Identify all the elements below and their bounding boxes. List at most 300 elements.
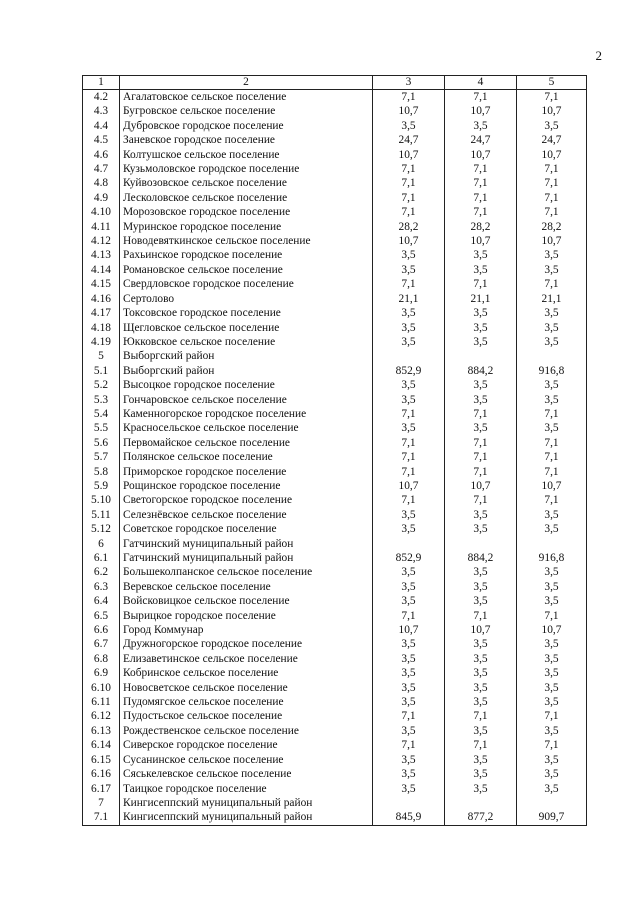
value-col-3: 21,1 (373, 292, 445, 306)
table-row (83, 292, 587, 306)
row-number: 6.8 (83, 652, 120, 666)
value-col-4: 3,5 (445, 421, 517, 435)
value-col-3: 3,5 (373, 508, 445, 522)
value-col-4: 10,7 (445, 148, 517, 162)
row-number: 7 (83, 796, 120, 810)
value-col-3: 7,1 (373, 465, 445, 479)
value-col-3: 3,5 (373, 421, 445, 435)
value-col-4: 7,1 (445, 407, 517, 421)
row-number: 4.12 (83, 234, 120, 248)
row-number: 7.1 (83, 810, 120, 825)
table-row (83, 162, 587, 176)
table-row (83, 551, 587, 565)
value-col-4: 3,5 (445, 580, 517, 594)
table-row (83, 522, 587, 536)
municipality-name: Сертолово (120, 292, 373, 306)
value-col-4: 3,5 (445, 782, 517, 796)
municipality-name: Полянское сельское поселение (120, 450, 373, 464)
value-col-3: 10,7 (373, 148, 445, 162)
value-col-5: 7,1 (517, 493, 587, 507)
row-number: 5.9 (83, 479, 120, 493)
row-number: 5.12 (83, 522, 120, 536)
value-col-4: 7,1 (445, 609, 517, 623)
municipality-name: Кингисеппский муниципальный район (120, 810, 373, 825)
row-number: 6.2 (83, 565, 120, 579)
municipality-name: Кобринское сельское поселение (120, 666, 373, 680)
table-row (83, 810, 587, 825)
table-row (83, 767, 587, 781)
value-col-5: 3,5 (517, 767, 587, 781)
municipality-name: Кузьмоловское городское поселение (120, 162, 373, 176)
row-number: 6.4 (83, 594, 120, 608)
row-number: 6.3 (83, 580, 120, 594)
value-col-3: 3,5 (373, 753, 445, 767)
value-col-4: 3,5 (445, 522, 517, 536)
municipality-name: Пудостьское сельское поселение (120, 709, 373, 723)
row-number: 4.15 (83, 277, 120, 291)
row-number: 4.6 (83, 148, 120, 162)
value-col-5: 7,1 (517, 277, 587, 291)
header-cell-1: 1 (83, 76, 120, 90)
table-row (83, 277, 587, 291)
table-row (83, 738, 587, 752)
table-row (83, 263, 587, 277)
value-col-3: 3,5 (373, 695, 445, 709)
value-col-3: 7,1 (373, 90, 445, 105)
value-col-5: 3,5 (517, 393, 587, 407)
municipality-name: Бугровское сельское поселение (120, 104, 373, 118)
table-row (83, 133, 587, 147)
value-col-5: 3,5 (517, 753, 587, 767)
value-col-4: 3,5 (445, 652, 517, 666)
value-col-3: 7,1 (373, 493, 445, 507)
value-col-3: 3,5 (373, 637, 445, 651)
municipality-name: Морозовское городское поселение (120, 205, 373, 219)
value-col-3: 3,5 (373, 767, 445, 781)
table-row (83, 753, 587, 767)
municipality-name: Таицкое городское поселение (120, 782, 373, 796)
value-col-4: 3,5 (445, 378, 517, 392)
value-col-5: 24,7 (517, 133, 587, 147)
row-number: 5.8 (83, 465, 120, 479)
value-col-3: 28,2 (373, 220, 445, 234)
row-number: 6.12 (83, 709, 120, 723)
value-col-3: 7,1 (373, 738, 445, 752)
value-col-5 (517, 537, 587, 551)
municipality-name: Советское городское поселение (120, 522, 373, 536)
municipality-name: Выборгский район (120, 364, 373, 378)
municipality-name: Муринское городское поселение (120, 220, 373, 234)
row-number: 5.4 (83, 407, 120, 421)
row-number: 6.10 (83, 681, 120, 695)
municipality-name: Рощинское городское поселение (120, 479, 373, 493)
value-col-4: 7,1 (445, 465, 517, 479)
row-number: 5.6 (83, 436, 120, 450)
value-col-4: 3,5 (445, 637, 517, 651)
value-col-5: 3,5 (517, 666, 587, 680)
value-col-3: 3,5 (373, 594, 445, 608)
table-row (83, 623, 587, 637)
municipality-name: Агалатовское сельское поселение (120, 90, 373, 105)
table-row (83, 652, 587, 666)
value-col-3 (373, 537, 445, 551)
table-row (83, 594, 587, 608)
row-number: 6.17 (83, 782, 120, 796)
value-col-3: 3,5 (373, 782, 445, 796)
value-col-4 (445, 537, 517, 551)
table-row (83, 421, 587, 435)
row-number: 6.6 (83, 623, 120, 637)
value-col-5: 3,5 (517, 321, 587, 335)
row-number: 6 (83, 537, 120, 551)
municipality-name: Селезнёвское сельское поселение (120, 508, 373, 522)
value-col-5: 7,1 (517, 90, 587, 105)
value-col-4: 3,5 (445, 335, 517, 349)
value-col-4: 24,7 (445, 133, 517, 147)
municipality-name: Щегловское сельское поселение (120, 321, 373, 335)
value-col-4: 3,5 (445, 681, 517, 695)
table-row (83, 493, 587, 507)
row-number: 5.10 (83, 493, 120, 507)
value-col-3: 3,5 (373, 565, 445, 579)
value-col-4: 3,5 (445, 565, 517, 579)
value-col-5: 3,5 (517, 263, 587, 277)
row-number: 4.11 (83, 220, 120, 234)
value-col-4: 3,5 (445, 594, 517, 608)
table-row (83, 104, 587, 118)
value-col-4: 10,7 (445, 479, 517, 493)
table-row (83, 709, 587, 723)
value-col-4: 3,5 (445, 321, 517, 335)
row-number: 5 (83, 349, 120, 363)
value-col-5: 10,7 (517, 623, 587, 637)
value-col-3: 7,1 (373, 436, 445, 450)
value-col-3: 7,1 (373, 709, 445, 723)
row-number: 4.7 (83, 162, 120, 176)
value-col-5: 3,5 (517, 119, 587, 133)
value-col-5: 3,5 (517, 580, 587, 594)
value-col-3: 3,5 (373, 306, 445, 320)
value-col-4: 10,7 (445, 623, 517, 637)
row-number: 5.11 (83, 508, 120, 522)
row-number: 6.15 (83, 753, 120, 767)
value-col-5: 7,1 (517, 407, 587, 421)
value-col-5 (517, 349, 587, 363)
value-col-4: 3,5 (445, 306, 517, 320)
value-col-4: 7,1 (445, 176, 517, 190)
value-col-3: 7,1 (373, 277, 445, 291)
table-row (83, 436, 587, 450)
value-col-3: 3,5 (373, 393, 445, 407)
value-col-4: 7,1 (445, 277, 517, 291)
row-number: 6.11 (83, 695, 120, 709)
value-col-5: 7,1 (517, 738, 587, 752)
value-col-4: 7,1 (445, 191, 517, 205)
value-col-4 (445, 349, 517, 363)
value-col-3: 852,9 (373, 364, 445, 378)
value-col-3: 7,1 (373, 205, 445, 219)
value-col-5: 10,7 (517, 104, 587, 118)
value-col-4: 884,2 (445, 551, 517, 565)
table-row (83, 349, 587, 363)
table-row (83, 609, 587, 623)
value-col-3: 7,1 (373, 609, 445, 623)
value-col-4: 7,1 (445, 436, 517, 450)
value-col-5: 3,5 (517, 508, 587, 522)
value-col-3: 3,5 (373, 248, 445, 262)
municipality-name: Колтушское сельское поселение (120, 148, 373, 162)
table-row (83, 148, 587, 162)
value-col-4: 7,1 (445, 205, 517, 219)
value-col-4: 3,5 (445, 724, 517, 738)
value-col-4: 7,1 (445, 738, 517, 752)
value-col-4: 3,5 (445, 753, 517, 767)
municipality-name: Кингисеппский муниципальный район (120, 796, 373, 810)
value-col-4: 10,7 (445, 104, 517, 118)
value-col-4: 21,1 (445, 292, 517, 306)
row-number: 4.18 (83, 321, 120, 335)
value-col-4: 3,5 (445, 508, 517, 522)
row-number: 5.3 (83, 393, 120, 407)
value-col-5: 916,8 (517, 551, 587, 565)
row-number: 6.7 (83, 637, 120, 651)
value-col-3: 3,5 (373, 522, 445, 536)
table-header-row (83, 76, 587, 90)
row-number: 4.19 (83, 335, 120, 349)
row-number: 5.1 (83, 364, 120, 378)
value-col-3: 3,5 (373, 666, 445, 680)
value-col-4: 3,5 (445, 393, 517, 407)
value-col-3: 7,1 (373, 176, 445, 190)
value-col-3: 3,5 (373, 652, 445, 666)
municipality-name: Свердловское городское поселение (120, 277, 373, 291)
municipality-name: Заневское городское поселение (120, 133, 373, 147)
value-col-3: 3,5 (373, 119, 445, 133)
table-row (83, 508, 587, 522)
value-col-3 (373, 796, 445, 810)
municipality-name: Новодевяткинское сельское поселение (120, 234, 373, 248)
header-cell-2: 2 (120, 76, 373, 90)
value-col-5: 7,1 (517, 465, 587, 479)
value-col-5: 3,5 (517, 724, 587, 738)
value-col-3: 3,5 (373, 580, 445, 594)
value-col-3: 10,7 (373, 234, 445, 248)
municipality-name: Приморское городское поселение (120, 465, 373, 479)
row-number: 4.2 (83, 90, 120, 105)
value-col-3: 10,7 (373, 104, 445, 118)
table-row (83, 637, 587, 651)
value-col-3: 7,1 (373, 450, 445, 464)
municipality-name: Красносельское сельское поселение (120, 421, 373, 435)
value-col-5: 916,8 (517, 364, 587, 378)
row-number: 4.14 (83, 263, 120, 277)
municipality-name: Романовское сельское поселение (120, 263, 373, 277)
row-number: 4.5 (83, 133, 120, 147)
table-row (83, 234, 587, 248)
row-number: 6.13 (83, 724, 120, 738)
row-number: 4.10 (83, 205, 120, 219)
table-row (83, 205, 587, 219)
row-number: 6.1 (83, 551, 120, 565)
value-col-5: 7,1 (517, 450, 587, 464)
value-col-5: 3,5 (517, 782, 587, 796)
value-col-5: 3,5 (517, 335, 587, 349)
table-body (83, 76, 587, 826)
row-number: 4.4 (83, 119, 120, 133)
value-col-5 (517, 796, 587, 810)
table-row (83, 90, 587, 105)
table-row (83, 580, 587, 594)
value-col-5: 7,1 (517, 436, 587, 450)
value-col-3: 7,1 (373, 191, 445, 205)
table-row (83, 119, 587, 133)
municipality-name: Сиверское городское поселение (120, 738, 373, 752)
row-number: 4.17 (83, 306, 120, 320)
value-col-5: 10,7 (517, 148, 587, 162)
table-row (83, 191, 587, 205)
value-col-3: 845,9 (373, 810, 445, 825)
table-row (83, 176, 587, 190)
municipality-name: Высоцкое городское поселение (120, 378, 373, 392)
table-row (83, 465, 587, 479)
value-col-3: 10,7 (373, 479, 445, 493)
municipality-name: Большеколпанское сельское поселение (120, 565, 373, 579)
municipality-name: Каменногорское городское поселение (120, 407, 373, 421)
row-number: 4.8 (83, 176, 120, 190)
value-col-5: 10,7 (517, 479, 587, 493)
value-col-3: 24,7 (373, 133, 445, 147)
value-col-5: 3,5 (517, 248, 587, 262)
table-row (83, 450, 587, 464)
value-col-5: 10,7 (517, 234, 587, 248)
value-col-3: 3,5 (373, 378, 445, 392)
table-row (83, 335, 587, 349)
value-col-5: 3,5 (517, 565, 587, 579)
value-col-3: 3,5 (373, 681, 445, 695)
table-row (83, 666, 587, 680)
row-number: 6.5 (83, 609, 120, 623)
value-col-4: 28,2 (445, 220, 517, 234)
table-row (83, 220, 587, 234)
value-col-5: 3,5 (517, 421, 587, 435)
municipality-name: Рождественское сельское поселение (120, 724, 373, 738)
municipality-name: Сусанинское сельское поселение (120, 753, 373, 767)
municipality-name: Юкковское сельское поселение (120, 335, 373, 349)
municipality-name: Войсковицкое сельское поселение (120, 594, 373, 608)
header-cell-5: 5 (517, 76, 587, 90)
municipality-name: Елизаветинское сельское поселение (120, 652, 373, 666)
value-col-4: 7,1 (445, 493, 517, 507)
municipality-name: Лесколовское сельское поселение (120, 191, 373, 205)
municipality-name: Токсовское городское поселение (120, 306, 373, 320)
value-col-4: 10,7 (445, 234, 517, 248)
municipality-name: Гатчинский муниципальный район (120, 537, 373, 551)
value-col-4: 7,1 (445, 162, 517, 176)
value-col-5: 3,5 (517, 594, 587, 608)
municipality-name: Выборгский район (120, 349, 373, 363)
value-col-5: 7,1 (517, 205, 587, 219)
row-number: 5.2 (83, 378, 120, 392)
value-col-4: 884,2 (445, 364, 517, 378)
row-number: 6.16 (83, 767, 120, 781)
municipality-name: Веревское сельское поселение (120, 580, 373, 594)
value-col-4: 3,5 (445, 767, 517, 781)
row-number: 6.14 (83, 738, 120, 752)
municipality-name: Город Коммунар (120, 623, 373, 637)
municipality-name: Гончаровское сельское поселение (120, 393, 373, 407)
value-col-5: 7,1 (517, 176, 587, 190)
table-row (83, 681, 587, 695)
value-col-3: 3,5 (373, 263, 445, 277)
row-number: 4.16 (83, 292, 120, 306)
value-col-4: 7,1 (445, 450, 517, 464)
value-col-4: 3,5 (445, 666, 517, 680)
table-row (83, 479, 587, 493)
value-col-5: 3,5 (517, 522, 587, 536)
table-row (83, 306, 587, 320)
value-col-3 (373, 349, 445, 363)
municipality-name: Дубровское городское поселение (120, 119, 373, 133)
value-col-4: 7,1 (445, 709, 517, 723)
municipality-name: Пудомягское сельское поселение (120, 695, 373, 709)
row-number: 5.5 (83, 421, 120, 435)
municipality-name: Сяськелевское сельское поселение (120, 767, 373, 781)
value-col-5: 21,1 (517, 292, 587, 306)
budget-table (82, 75, 587, 826)
municipality-name: Новосветское сельское поселение (120, 681, 373, 695)
table-row (83, 407, 587, 421)
table-row (83, 378, 587, 392)
value-col-5: 7,1 (517, 609, 587, 623)
value-col-4: 3,5 (445, 119, 517, 133)
municipality-name: Гатчинский муниципальный район (120, 551, 373, 565)
value-col-5: 3,5 (517, 378, 587, 392)
row-number: 6.9 (83, 666, 120, 680)
table-row (83, 796, 587, 810)
value-col-4: 3,5 (445, 695, 517, 709)
municipality-name: Дружногорское городское поселение (120, 637, 373, 651)
table-row (83, 724, 587, 738)
municipality-name: Вырицкое городское поселение (120, 609, 373, 623)
value-col-4: 7,1 (445, 90, 517, 105)
value-col-3: 7,1 (373, 407, 445, 421)
value-col-3: 7,1 (373, 162, 445, 176)
value-col-5: 3,5 (517, 695, 587, 709)
table-row (83, 537, 587, 551)
table-row (83, 695, 587, 709)
municipality-name: Первомайское сельское поселение (120, 436, 373, 450)
value-col-5: 7,1 (517, 162, 587, 176)
header-cell-3: 3 (373, 76, 445, 90)
value-col-4: 877,2 (445, 810, 517, 825)
value-col-5: 3,5 (517, 652, 587, 666)
row-number: 4.9 (83, 191, 120, 205)
value-col-3: 3,5 (373, 335, 445, 349)
value-col-3: 3,5 (373, 321, 445, 335)
value-col-5: 909,7 (517, 810, 587, 825)
municipality-name: Куйвозовское сельское поселение (120, 176, 373, 190)
value-col-5: 3,5 (517, 306, 587, 320)
table-row (83, 321, 587, 335)
value-col-5: 7,1 (517, 709, 587, 723)
value-col-4: 3,5 (445, 248, 517, 262)
municipality-name: Светогорское городское поселение (120, 493, 373, 507)
value-col-5: 7,1 (517, 191, 587, 205)
value-col-4 (445, 796, 517, 810)
table-row (83, 782, 587, 796)
table-row (83, 248, 587, 262)
table-row (83, 393, 587, 407)
